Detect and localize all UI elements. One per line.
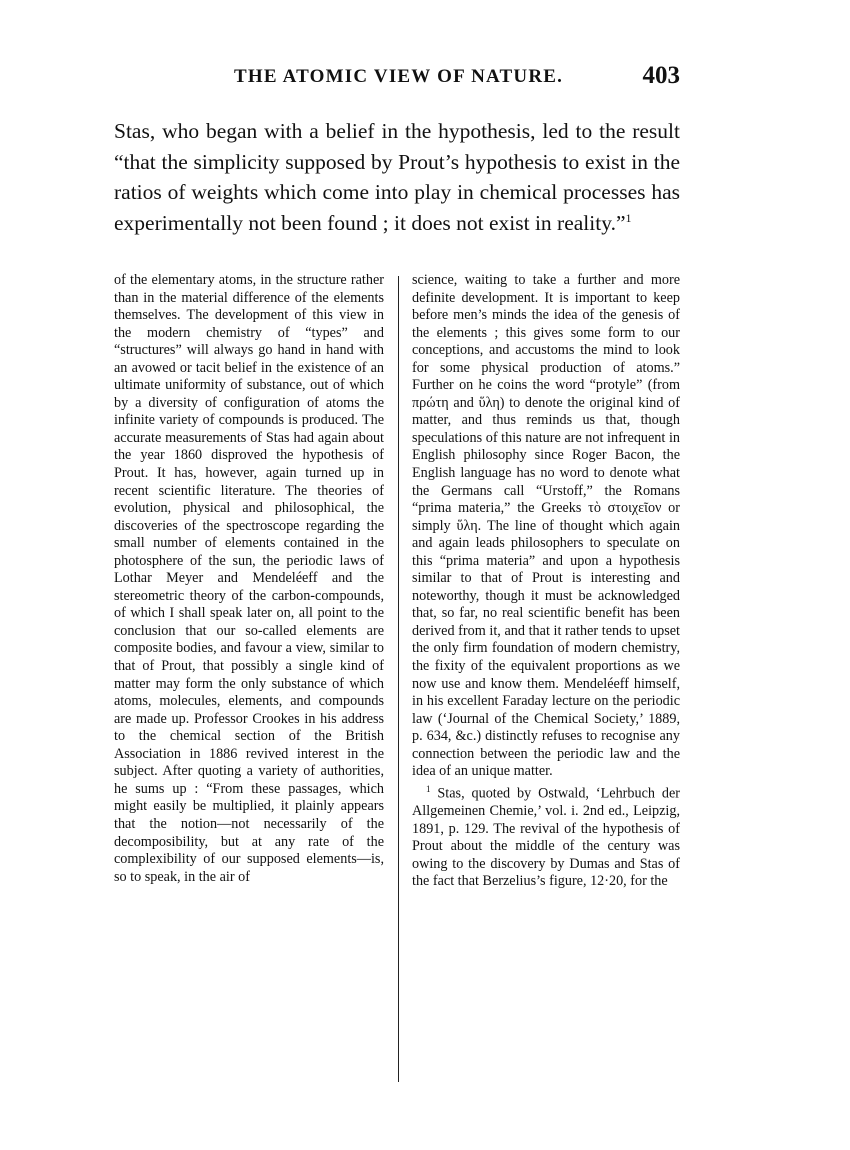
running-head xyxy=(114,62,680,96)
footnote-reference: 1 xyxy=(625,210,632,225)
right-column xyxy=(412,272,680,891)
main-paragraph-text xyxy=(114,116,680,238)
footnote-text: Stas, quoted by Ostwald, ‘Lehrbuch der Allgemeinen Chemie,’ vol. i. 2nd ed., Leipzig, 1891, p. 129. The revival of the hypothesis of Prout about the middle of the century was owing to the discovery by Dumas and Stas of the fact that Berzelius’s figure, 12·20, for the xyxy=(412,785,680,890)
footnote-marker: 1 xyxy=(426,783,431,794)
left-column xyxy=(114,272,384,886)
footnote xyxy=(412,781,680,891)
page-number: 403 xyxy=(642,62,680,89)
left-column-text: of the elementary atoms, in the structure rather than in the material difference of the elements themselves. The development of this view in the modern chemistry of “types” and “structures” will always go hand in hand with an avowed or tacit belief in the existence of an ultimate uniformity of substance, out of which by a diversity of configuration of atoms the infinite variety of compounds is produced. The accurate measurements of Stas had again about the year 1860 disproved the hypothesis of Prout. It has, however, again turned up in recent scientific literature. The theories of evolution, physical and philosophical, the discoveries of the spectroscope regarding the small number of elements contained in the photosphere of the sun, the periodic laws of Lothar Meyer and Mendeléeff and the stereometric theory of the carbon-compounds, of which I shall speak later on, all point to the conclusion that our so-called elements are composite bodies, and favour a view, similar to that of Prout, that possibly a single kind of matter may form the only substance of which atoms, molecules, elements, and compounds are made up. Professor Crookes in his address to the chemical section of the British Association in 1886 revived interest in the subject. After quoting a variety of authorities, he sums up : “From these passages, which might easily be multiplied, it plainly appears that the notion—not necessarily of the decomposibility, but at any rate of the complexibility of our supposed elements—is, so to speak, in the air of xyxy=(114,272,384,885)
column-divider xyxy=(398,276,399,1082)
right-column-text: science, waiting to take a further and more definite development. It is important to keep before men’s minds the idea of the genesis of the elements ; this gives some form to our conceptions, and accustoms the mind to look for some physical production of atoms.” Further on he coins the word “protyle” (from πρώτη and ὕλη) to denote the original kind of matter, and thus reminds us that, though speculations of this nature are not infrequent in English philosophy since Roger Bacon, the English language has no word to denote what the Germans call “Urstoff,” the Romans “prima materia,” the Greeks τὸ στοιχεῖον or simply ὕλη. The line of thought which again and again leads philosophers to speculate on this “prima materia” and upon a hypothesis similar to that of Prout is interesting and noteworthy, though it must be acknowledged that, so far, no real scientific benefit has been derived from it, and that it rather tends to upset the only firm foundation of modern chemistry, the fixity of the equivalent proportions as we now use and know them. Mendeléeff himself, in his excellent Faraday lecture on the periodic law (‘Journal of the Chemical Society,’ 1889, p. 634, &c.) distinctly refuses to recognise any connection between the periodic law and the idea of an unique matter. xyxy=(412,272,680,780)
main-paragraph-body: Stas, who began with a belief in the hypothesis, led to the result “that the simplicity supposed by Prout’s hypothesis to exist in the ratios of weights which come into play in chemical processes has experimentally not been found ; it does not exist in reality.” xyxy=(114,119,680,235)
main-paragraph xyxy=(114,116,680,238)
running-title: THE ATOMIC VIEW OF NATURE. xyxy=(234,66,564,87)
